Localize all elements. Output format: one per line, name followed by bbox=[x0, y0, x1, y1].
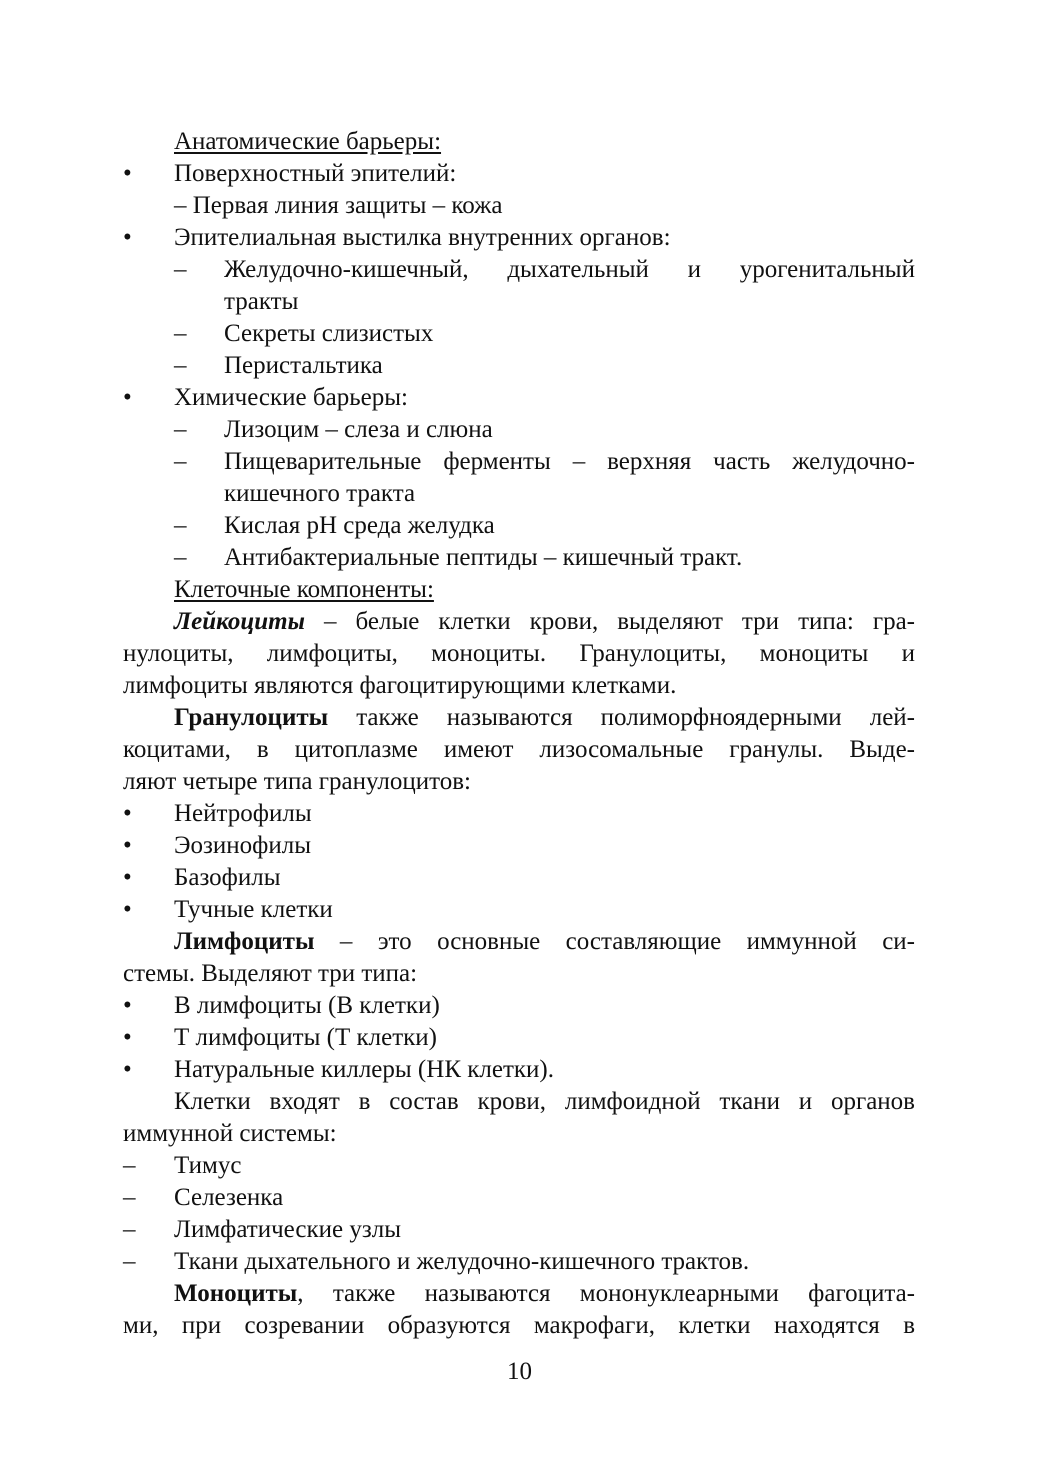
paragraph-line bbox=[0, 702, 1039, 734]
sub-item-text: Перистальтика bbox=[224, 352, 383, 379]
list-item-text: Тучные клетки bbox=[174, 896, 333, 923]
list-item-text: Т лимфоциты (Т клетки) bbox=[174, 1024, 437, 1051]
list-item-text: Нейтрофилы bbox=[174, 800, 312, 827]
dash-marker: – bbox=[174, 256, 187, 283]
dash-marker: – bbox=[174, 320, 187, 347]
term-leukocytes: Лейкоциты bbox=[174, 608, 305, 635]
paragraph-line bbox=[0, 670, 1039, 702]
list-item bbox=[0, 158, 1039, 190]
paragraph-line bbox=[0, 1118, 1039, 1150]
list-item-text: Эпителиальная выстилка внутренних органов: bbox=[174, 224, 671, 251]
list-item-text: Лимфатические узлы bbox=[174, 1216, 402, 1243]
sub-item-text: Лизоцим – слеза и слюна bbox=[224, 416, 493, 443]
paragraph-text-rest: , также называются мононуклеарными фагоцита- bbox=[297, 1280, 915, 1307]
bullet-marker: • bbox=[123, 800, 132, 827]
dash-list-item bbox=[0, 1246, 1039, 1278]
sub-item-text: Желудочно-кишечный, дыхательный и урогенитальный bbox=[224, 256, 915, 283]
list-item bbox=[0, 830, 1039, 862]
paragraph-text: ми, при созревании образуются макрофаги, клетки находятся в bbox=[123, 1312, 915, 1339]
paragraph-line bbox=[0, 1310, 1039, 1342]
paragraph-text: лимфоциты являются фагоцитирующими клетками. bbox=[123, 672, 677, 699]
paragraph-text: стемы. Выделяют три типа: bbox=[123, 960, 418, 987]
paragraph-line bbox=[0, 766, 1039, 798]
line bbox=[0, 190, 1039, 222]
dash-list-item bbox=[0, 1150, 1039, 1182]
list-item bbox=[0, 1054, 1039, 1086]
line bbox=[0, 478, 1039, 510]
list-item-text: Натуральные киллеры (НК клетки). bbox=[174, 1056, 554, 1083]
bullet-marker: • bbox=[123, 1024, 132, 1051]
bullet-marker: • bbox=[123, 384, 132, 411]
paragraph-line bbox=[0, 734, 1039, 766]
paragraph-text: иммунной системы: bbox=[123, 1120, 337, 1147]
list-item-text: Селезенка bbox=[174, 1184, 284, 1211]
line bbox=[0, 286, 1039, 318]
paragraph-text bbox=[174, 1278, 915, 1310]
paragraph-text-rest: – белые клетки крови, выделяют три типа: гра- bbox=[304, 608, 915, 635]
list-item-text: Базофилы bbox=[174, 864, 281, 891]
paragraph-text bbox=[174, 702, 915, 734]
dash-marker: – bbox=[174, 416, 187, 443]
dash-marker: – bbox=[123, 1216, 136, 1243]
sub-list-item bbox=[0, 446, 1039, 478]
list-item-text: Ткани дыхательного и желудочно-кишечного трактов. bbox=[174, 1248, 750, 1275]
sub-item-text: – Первая линия защиты – кожа bbox=[174, 192, 503, 219]
term-granulocytes: Гранулоциты bbox=[174, 704, 329, 731]
dash-marker: – bbox=[174, 512, 187, 539]
paragraph-text-rest: также называются полиморфноядерными лей- bbox=[328, 704, 915, 731]
section-heading-cell-components: Клеточные компоненты: bbox=[174, 576, 434, 603]
term-lymphocytes: Лимфоциты bbox=[174, 928, 315, 955]
sub-list-item bbox=[0, 318, 1039, 350]
list-item bbox=[0, 894, 1039, 926]
paragraph-line bbox=[0, 638, 1039, 670]
bullet-marker: • bbox=[123, 832, 132, 859]
list-item-text: Эозинофилы bbox=[174, 832, 311, 859]
paragraph-line bbox=[0, 926, 1039, 958]
sub-item-text: Секреты слизистых bbox=[224, 320, 434, 347]
sub-item-text: Пищеварительные ферменты – верхняя часть желудочно- bbox=[224, 448, 915, 475]
dash-marker: – bbox=[123, 1184, 136, 1211]
paragraph-text: ляют четыре типа гранулоцитов: bbox=[123, 768, 471, 795]
bullet-marker: • bbox=[123, 160, 132, 187]
page-number: 10 bbox=[507, 1358, 532, 1385]
paragraph-text: нулоциты, лимфоциты, моноциты. Гранулоциты, моноциты и bbox=[123, 640, 915, 667]
line bbox=[0, 574, 1039, 606]
paragraph-line bbox=[0, 606, 1039, 638]
paragraph-line bbox=[0, 1278, 1039, 1310]
sub-list-item bbox=[0, 414, 1039, 446]
bullet-marker: • bbox=[123, 1056, 132, 1083]
dash-marker: – bbox=[123, 1152, 136, 1179]
line bbox=[0, 126, 1039, 158]
list-item bbox=[0, 798, 1039, 830]
paragraph-text: Клетки входят в состав крови, лимфоидной ткани и органов bbox=[174, 1088, 915, 1115]
sub-list-item bbox=[0, 542, 1039, 574]
sub-list-item bbox=[0, 350, 1039, 382]
sub-item-text: Антибактериальные пептиды – кишечный тракт. bbox=[224, 544, 743, 571]
list-item-text: В лимфоциты (В клетки) bbox=[174, 992, 440, 1019]
bullet-marker: • bbox=[123, 992, 132, 1019]
dash-marker: – bbox=[174, 544, 187, 571]
list-item bbox=[0, 862, 1039, 894]
bullet-marker: • bbox=[123, 224, 132, 251]
sub-list-item bbox=[0, 254, 1039, 286]
sub-item-text: Кислая рН среда желудка bbox=[224, 512, 495, 539]
dash-marker: – bbox=[174, 448, 187, 475]
sub-item-text: тракты bbox=[224, 288, 299, 315]
list-item bbox=[0, 990, 1039, 1022]
paragraph-line bbox=[0, 1086, 1039, 1118]
bullet-marker: • bbox=[123, 896, 132, 923]
dash-list-item bbox=[0, 1182, 1039, 1214]
section-heading-anatomical-barriers: Анатомические барьеры: bbox=[174, 128, 442, 155]
paragraph-text: коцитами, в цитоплазме имеют лизосомальные гранулы. Выде- bbox=[123, 736, 915, 763]
dash-list-item bbox=[0, 1214, 1039, 1246]
list-item-text: Химические барьеры: bbox=[174, 384, 408, 411]
dash-marker: – bbox=[123, 1248, 136, 1275]
list-item bbox=[0, 382, 1039, 414]
list-item bbox=[0, 1022, 1039, 1054]
sub-list-item bbox=[0, 510, 1039, 542]
paragraph-line bbox=[0, 958, 1039, 990]
sub-item-text: кишечного тракта bbox=[224, 480, 416, 507]
paragraph-text bbox=[174, 926, 915, 958]
list-item-text: Тимус bbox=[174, 1152, 242, 1179]
list-item bbox=[0, 222, 1039, 254]
term-monocytes: Моноциты bbox=[174, 1280, 298, 1307]
paragraph-text-rest: – это основные составляющие иммунной си- bbox=[314, 928, 915, 955]
dash-marker: – bbox=[174, 352, 187, 379]
bullet-marker: • bbox=[123, 864, 132, 891]
paragraph-text bbox=[174, 606, 915, 638]
list-item-text: Поверхностный эпителий: bbox=[174, 160, 457, 187]
